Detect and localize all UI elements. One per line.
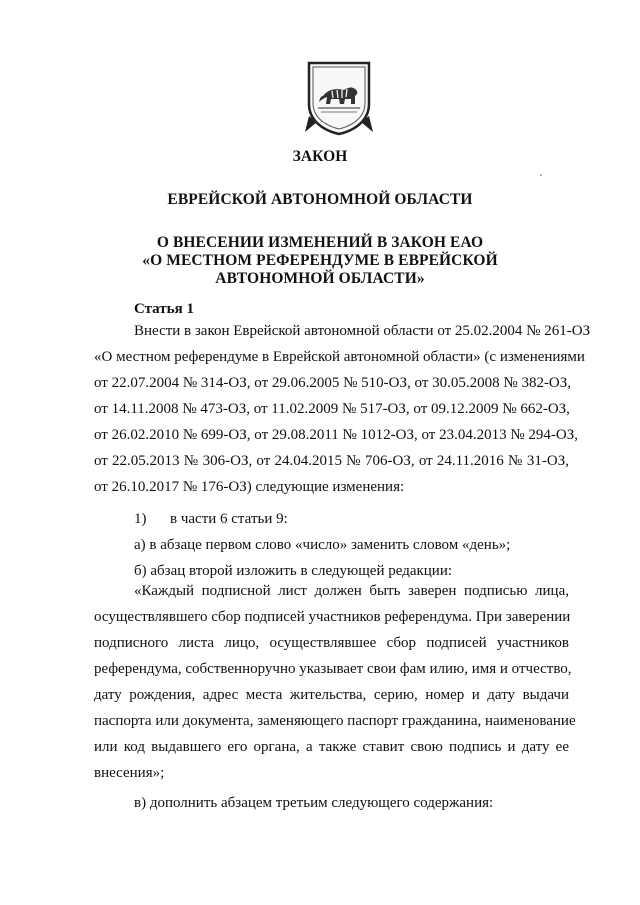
paragraph-line: от 22.07.2004 № 314-ОЗ, от 29.06.2005 № 510-ОЗ, от 30.05.2008 № 382-ОЗ, bbox=[94, 375, 572, 391]
law-title bbox=[0, 234, 640, 288]
quote-line: дату рождения, адрес места жительства, серию, номер и дату выдачи bbox=[94, 687, 569, 703]
quote-line: подписного листа лицо, осуществлявшее сбор подписей участников bbox=[94, 635, 569, 651]
subitem-c: в) дополнить абзацем третьим следующего содержания: bbox=[134, 795, 494, 811]
subitem-b: б) абзац второй изложить в следующей редакции: bbox=[134, 563, 453, 579]
article-title: Статья 1 bbox=[134, 301, 194, 317]
paragraph-line: Внести в закон Еврейской автономной области от 25.02.2004 № 261-ОЗ bbox=[134, 323, 591, 339]
quote-line: «Каждый подписной лист должен быть заверен подписью лица, bbox=[134, 583, 569, 599]
paragraph-line: от 14.11.2008 № 473-ОЗ, от 11.02.2009 № 517-ОЗ, от 09.12.2009 № 662-ОЗ, bbox=[94, 401, 570, 417]
paragraph-line: от 26.02.2010 № 699-ОЗ, от 29.08.2011 № 1012-ОЗ, от 23.04.2013 № 294-ОЗ, bbox=[94, 427, 578, 443]
quote-line: или код выдавшего его органа, а также ставит свою подпись и дату ее bbox=[94, 739, 569, 755]
paragraph-line: от 22.05.2013 № 306-ОЗ, от 24.04.2015 № 706-ОЗ, от 24.11.2016 № 31-ОЗ, bbox=[94, 453, 569, 469]
article-paragraph bbox=[94, 318, 591, 500]
law-heading: ЗАКОН bbox=[292, 148, 348, 165]
quoted-paragraph bbox=[94, 578, 576, 786]
quote-line: внесения»; bbox=[94, 765, 165, 781]
quote-line: паспорта или документа, заменяющего паспорт гражданина, наименование bbox=[94, 713, 576, 729]
coat-of-arms-emblem bbox=[303, 58, 375, 136]
law-title-line: «О МЕСТНОМ РЕФЕРЕНДУМЕ В ЕВРЕЙСКОЙ bbox=[142, 252, 498, 269]
region-heading: ЕВРЕЙСКОЙ АВТОНОМНОЙ ОБЛАСТИ bbox=[167, 191, 473, 208]
list-item-number: 1) bbox=[134, 511, 147, 527]
list-item-text: в части 6 статьи 9: bbox=[170, 511, 288, 527]
quote-line: референдума, собственноручно указывает свои фам илию, имя и отчество, bbox=[94, 661, 572, 677]
quote-line: осуществлявшего сбор подписей участников референдума. При заверении bbox=[94, 609, 571, 625]
law-title-line: АВТОНОМНОЙ ОБЛАСТИ» bbox=[215, 270, 425, 287]
paragraph-line: «О местном референдуме в Еврейской автономной области» (с изменениями bbox=[94, 349, 585, 365]
law-title-line: О ВНЕСЕНИИ ИЗМЕНЕНИЙ В ЗАКОН ЕАО bbox=[156, 234, 484, 251]
subitem-a: а) в абзаце первом слово «число» заменить словом «день»; bbox=[134, 537, 511, 553]
paragraph-line: от 26.10.2017 № 176-ОЗ) следующие изменения: bbox=[94, 479, 405, 495]
scan-mark bbox=[540, 174, 542, 176]
